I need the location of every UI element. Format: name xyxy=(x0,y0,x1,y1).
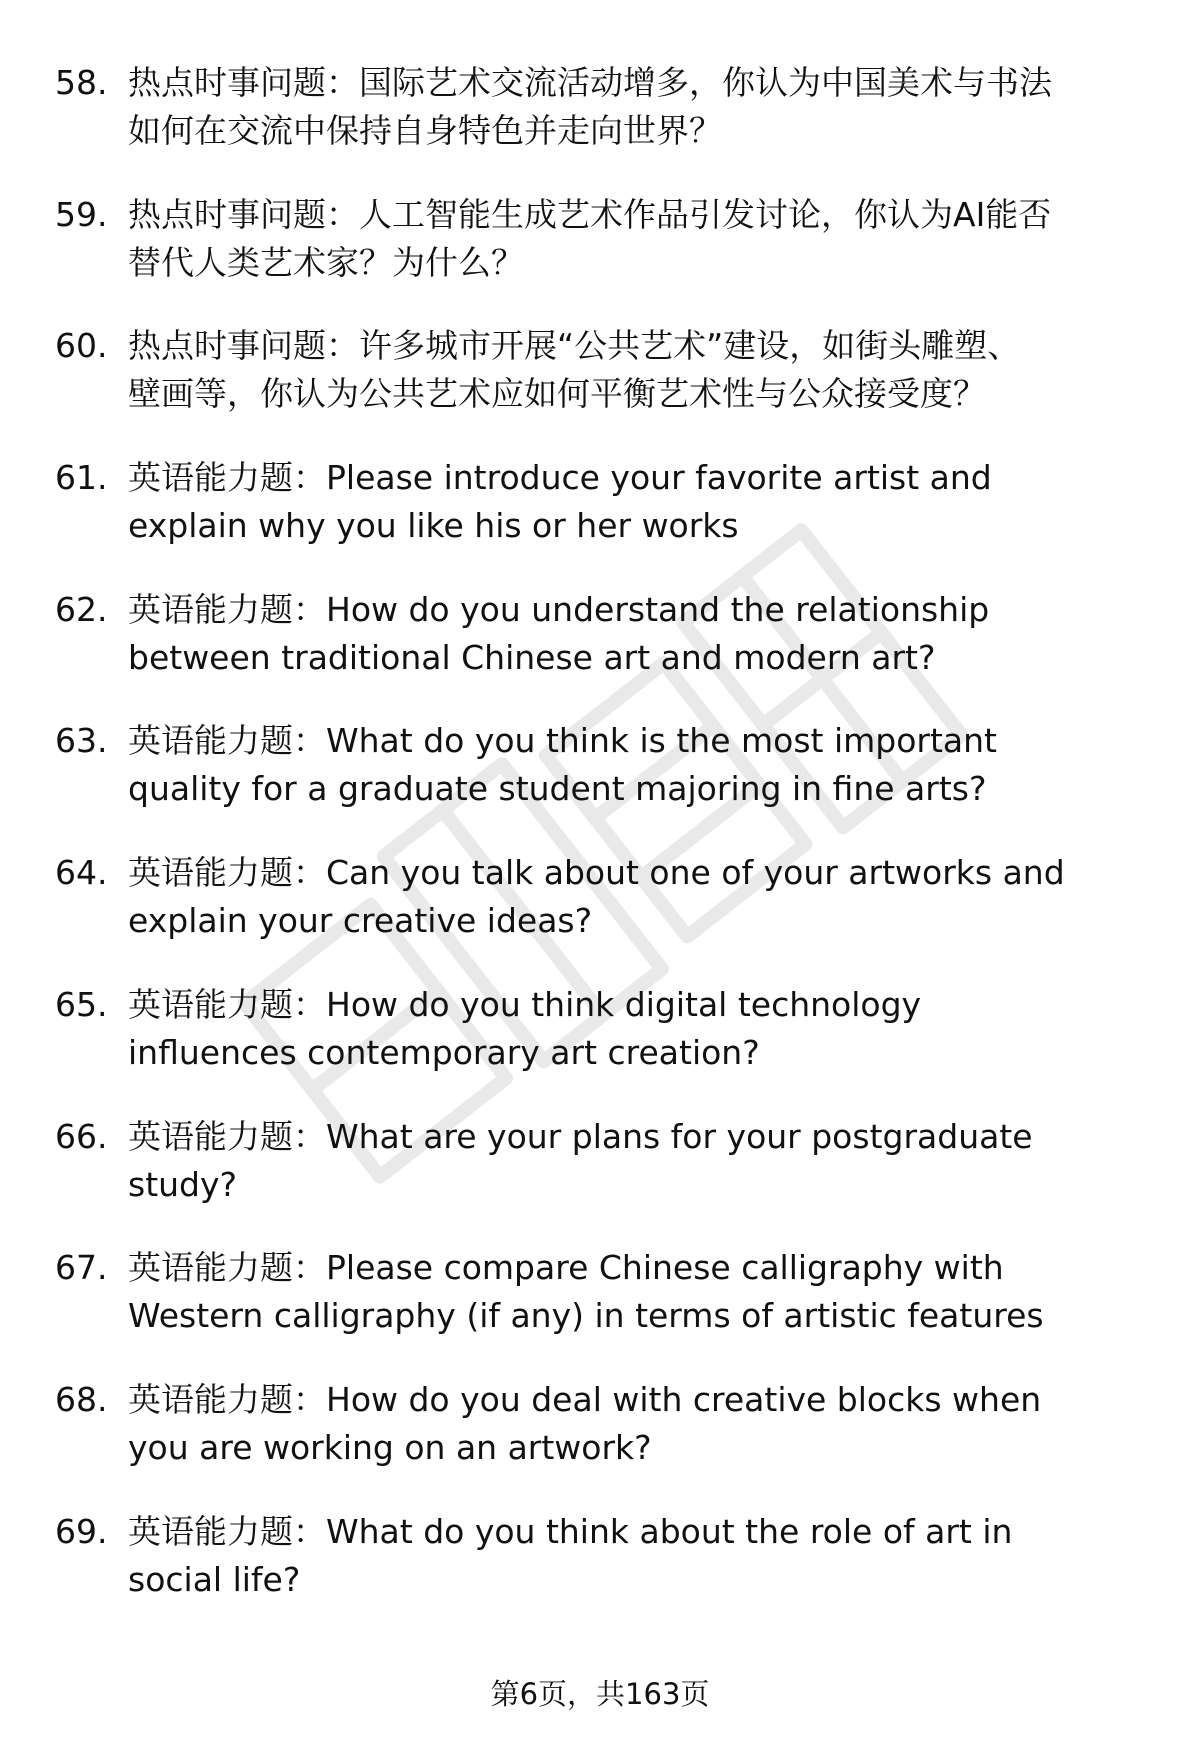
question-number: 58. xyxy=(55,63,108,102)
question-number: 68. xyxy=(55,1379,108,1419)
question-text-line2: social life? xyxy=(128,1559,301,1599)
question-text-line2: between traditional Chinese art and modern art? xyxy=(128,637,936,677)
question-number: 63. xyxy=(55,721,108,761)
question-text-line1: 英语能力题：What are your plans for your postgraduate xyxy=(128,1116,1033,1156)
question-number: 67. xyxy=(55,1248,108,1288)
question-item-67 xyxy=(0,1243,1200,1375)
question-item-59 xyxy=(0,190,1200,322)
question-item-66 xyxy=(0,1112,1200,1244)
question-text-line2: influences contemporary art creation? xyxy=(128,1032,760,1072)
question-text-line1: 英语能力题：Can you talk about one of your artworks and xyxy=(128,853,1065,893)
question-text-line2: 如何在交流中保持自身特色并走向世界？ xyxy=(128,111,722,150)
question-text-line2: you are working on an artwork? xyxy=(128,1427,652,1467)
question-item-64 xyxy=(0,848,1200,980)
question-number: 69. xyxy=(55,1511,108,1551)
question-number: 65. xyxy=(55,984,108,1024)
question-item-62 xyxy=(0,585,1200,717)
question-text-line2: explain your creative ideas? xyxy=(128,901,593,941)
question-text-line1: 英语能力题：What do you think is the most important xyxy=(128,721,997,761)
page-footer xyxy=(0,1672,1200,1716)
question-item-63 xyxy=(0,716,1200,848)
question-text-line1: 英语能力题：Please introduce your favorite artist and xyxy=(128,458,992,498)
question-text-line1: 英语能力题：How do you understand the relationship xyxy=(128,589,990,629)
question-text-line1: 英语能力题：How do you think digital technology xyxy=(128,984,922,1024)
question-item-69 xyxy=(0,1507,1200,1639)
question-number: 61. xyxy=(55,458,108,498)
question-item-60 xyxy=(0,321,1200,453)
question-text-line1: 英语能力题：Please compare Chinese calligraphy with xyxy=(128,1248,1004,1288)
question-number: 62. xyxy=(55,589,108,629)
question-text-line2: 替代人类艺术家？为什么？ xyxy=(128,242,524,282)
question-text-line1: 英语能力题：How do you deal with creative blocks when xyxy=(128,1379,1042,1419)
question-text-line2: study? xyxy=(128,1164,238,1204)
question-item-65 xyxy=(0,980,1200,1112)
question-text-line2: quality for a graduate student majoring in fine arts? xyxy=(128,769,987,809)
question-number: 60. xyxy=(55,326,108,366)
question-text-line1: 英语能力题：What do you think about the role of art in xyxy=(128,1511,1013,1551)
question-text-line1: 热点时事问题：国际艺术交流活动增多，你认为中国美术与书法 xyxy=(128,63,1052,102)
question-item-61 xyxy=(0,453,1200,585)
question-text-line2: 壁画等，你认为公共艺术应如何平衡艺术性与公众接受度？ xyxy=(128,374,986,414)
question-text-line2: explain why you like his or her works xyxy=(128,506,739,546)
question-text-line1: 热点时事问题：许多城市开展“公共艺术”建设，如街头雕塑、 xyxy=(128,326,1021,366)
question-text-line2: Western calligraphy (if any) in terms of artistic features xyxy=(128,1296,1044,1336)
question-number: 64. xyxy=(55,853,108,893)
page-number-label: 第6页，共163页 xyxy=(490,1677,710,1711)
question-list xyxy=(0,58,1200,1638)
question-text-line1: 热点时事问题：人工智能生成艺术作品引发讨论，你认为AI能否 xyxy=(128,194,1052,234)
question-item-58 xyxy=(0,58,1200,190)
question-number: 66. xyxy=(55,1116,108,1156)
question-item-68 xyxy=(0,1375,1200,1507)
question-number: 59. xyxy=(55,194,108,234)
